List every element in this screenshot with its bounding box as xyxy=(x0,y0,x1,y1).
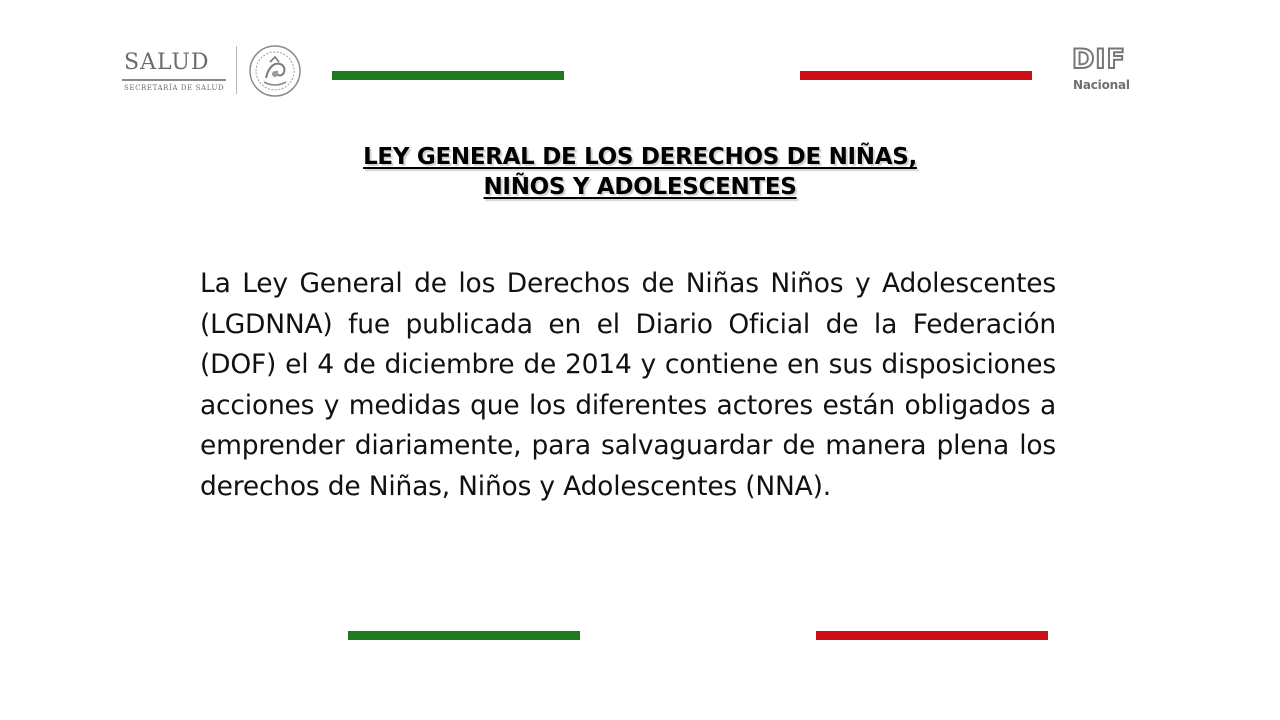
logo-divider xyxy=(236,46,237,94)
page-title xyxy=(240,142,1040,202)
red-bar-bottom xyxy=(816,631,1048,640)
red-bar-top xyxy=(800,71,1032,80)
salud-logo-subtitle: SECRETARÍA DE SALUD xyxy=(124,84,225,92)
green-bar-bottom xyxy=(348,631,580,640)
dif-logo xyxy=(1070,46,1130,96)
salud-logo-word: SALUD xyxy=(124,50,210,75)
dif-logo-subtitle: Nacional xyxy=(1073,78,1130,92)
salud-logo-underline xyxy=(122,79,226,81)
dif-logo-word: DIF xyxy=(1072,44,1126,75)
mexican-coat-of-arms-seal-icon xyxy=(248,44,302,98)
page-title-line-1: LEY GENERAL DE LOS DERECHOS DE NIÑAS, xyxy=(363,144,917,170)
green-bar-top xyxy=(332,71,564,80)
salud-logo xyxy=(122,44,312,98)
page-title-line-2: NIÑOS Y ADOLESCENTES xyxy=(483,174,797,200)
body-paragraph: La Ley General de los Derechos de Niñas Niños y Adolescentes (LGDNNA) fue publicada en el Diario Oficial de la Federación (DOF) el 4 de diciembre de 2014 y contiene en sus disposiciones acciones y medidas que los diferentes actores están obligados a emprender diariamente, para salvaguardar de manera plena los derechos de Niñas, Niños y Adolescentes (NNA). xyxy=(200,268,1056,502)
